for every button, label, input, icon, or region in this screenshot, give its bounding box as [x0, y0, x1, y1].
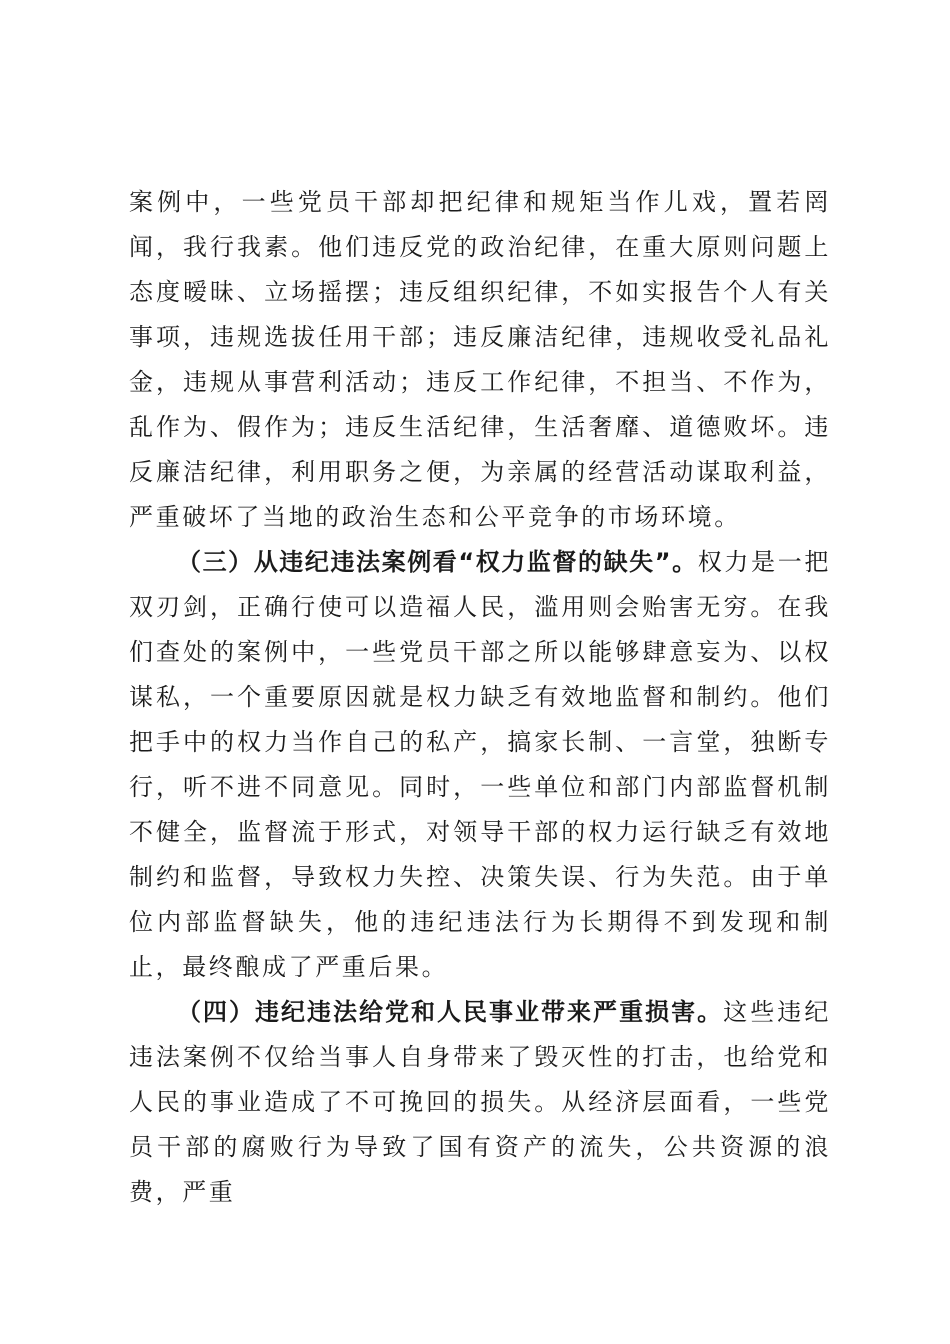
paragraph-body: 这些违纪违法案例不仅给当事人自身带来了毁灭性的打击，也给党和人民的事业造成了不可挽回的损失。从经济层面看，一些党员干部的腐败行为导致了国有资产的流失，公共资源的浪费，严重	[129, 998, 832, 1206]
section-heading-3: （三）从违纪违法案例看“权力监督的缺失”。	[177, 548, 698, 576]
paragraph-body: 权力是一把双刃剑，正确行使可以造福人民，滥用则会贻害无穷。在我们查处的案例中，一些党员干部之所以能够肆意妄为、以权谋私，一个重要原因就是权力缺乏有效地监督和制约。他们把手中的权力当作自己的私产，搞家长制、一言堂，独断专行，听不进不同意见。同时，一些单位和部门内部监督机制不健全，监督流于形式，对领导干部的权力运行缺乏有效地制约和监督，导致权力失控、决策失误、行为失范。由于单位内部监督缺失，他的违纪违法行为长期得不到发现和制止，最终酿成了严重后果。	[129, 548, 831, 981]
document-body	[129, 180, 831, 1215]
paragraph-section-3	[129, 540, 831, 990]
section-heading-4: （四）违纪违法给党和人民事业带来严重损害。	[177, 998, 724, 1026]
paragraph-section-4	[129, 990, 831, 1215]
paragraph-body: 案例中，一些党员干部却把纪律和规矩当作儿戏，置若罔闻，我行我素。他们违反党的政治纪律，在重大原则问题上态度暧昧、立场摇摆；违反组织纪律，不如实报告个人有关事项，违规选拔任用干部；违反廉洁纪律，违规收受礼品礼金，违规从事营利活动；违反工作纪律，不担当、不作为，乱作为、假作为；违反生活纪律，生活奢靡、道德败坏。违反廉洁纪律，利用职务之便，为亲属的经营活动谋取利益，严重破坏了当地的政治生态和公平竞争的市场环境。	[129, 188, 831, 531]
paragraph-continuation	[129, 180, 831, 540]
